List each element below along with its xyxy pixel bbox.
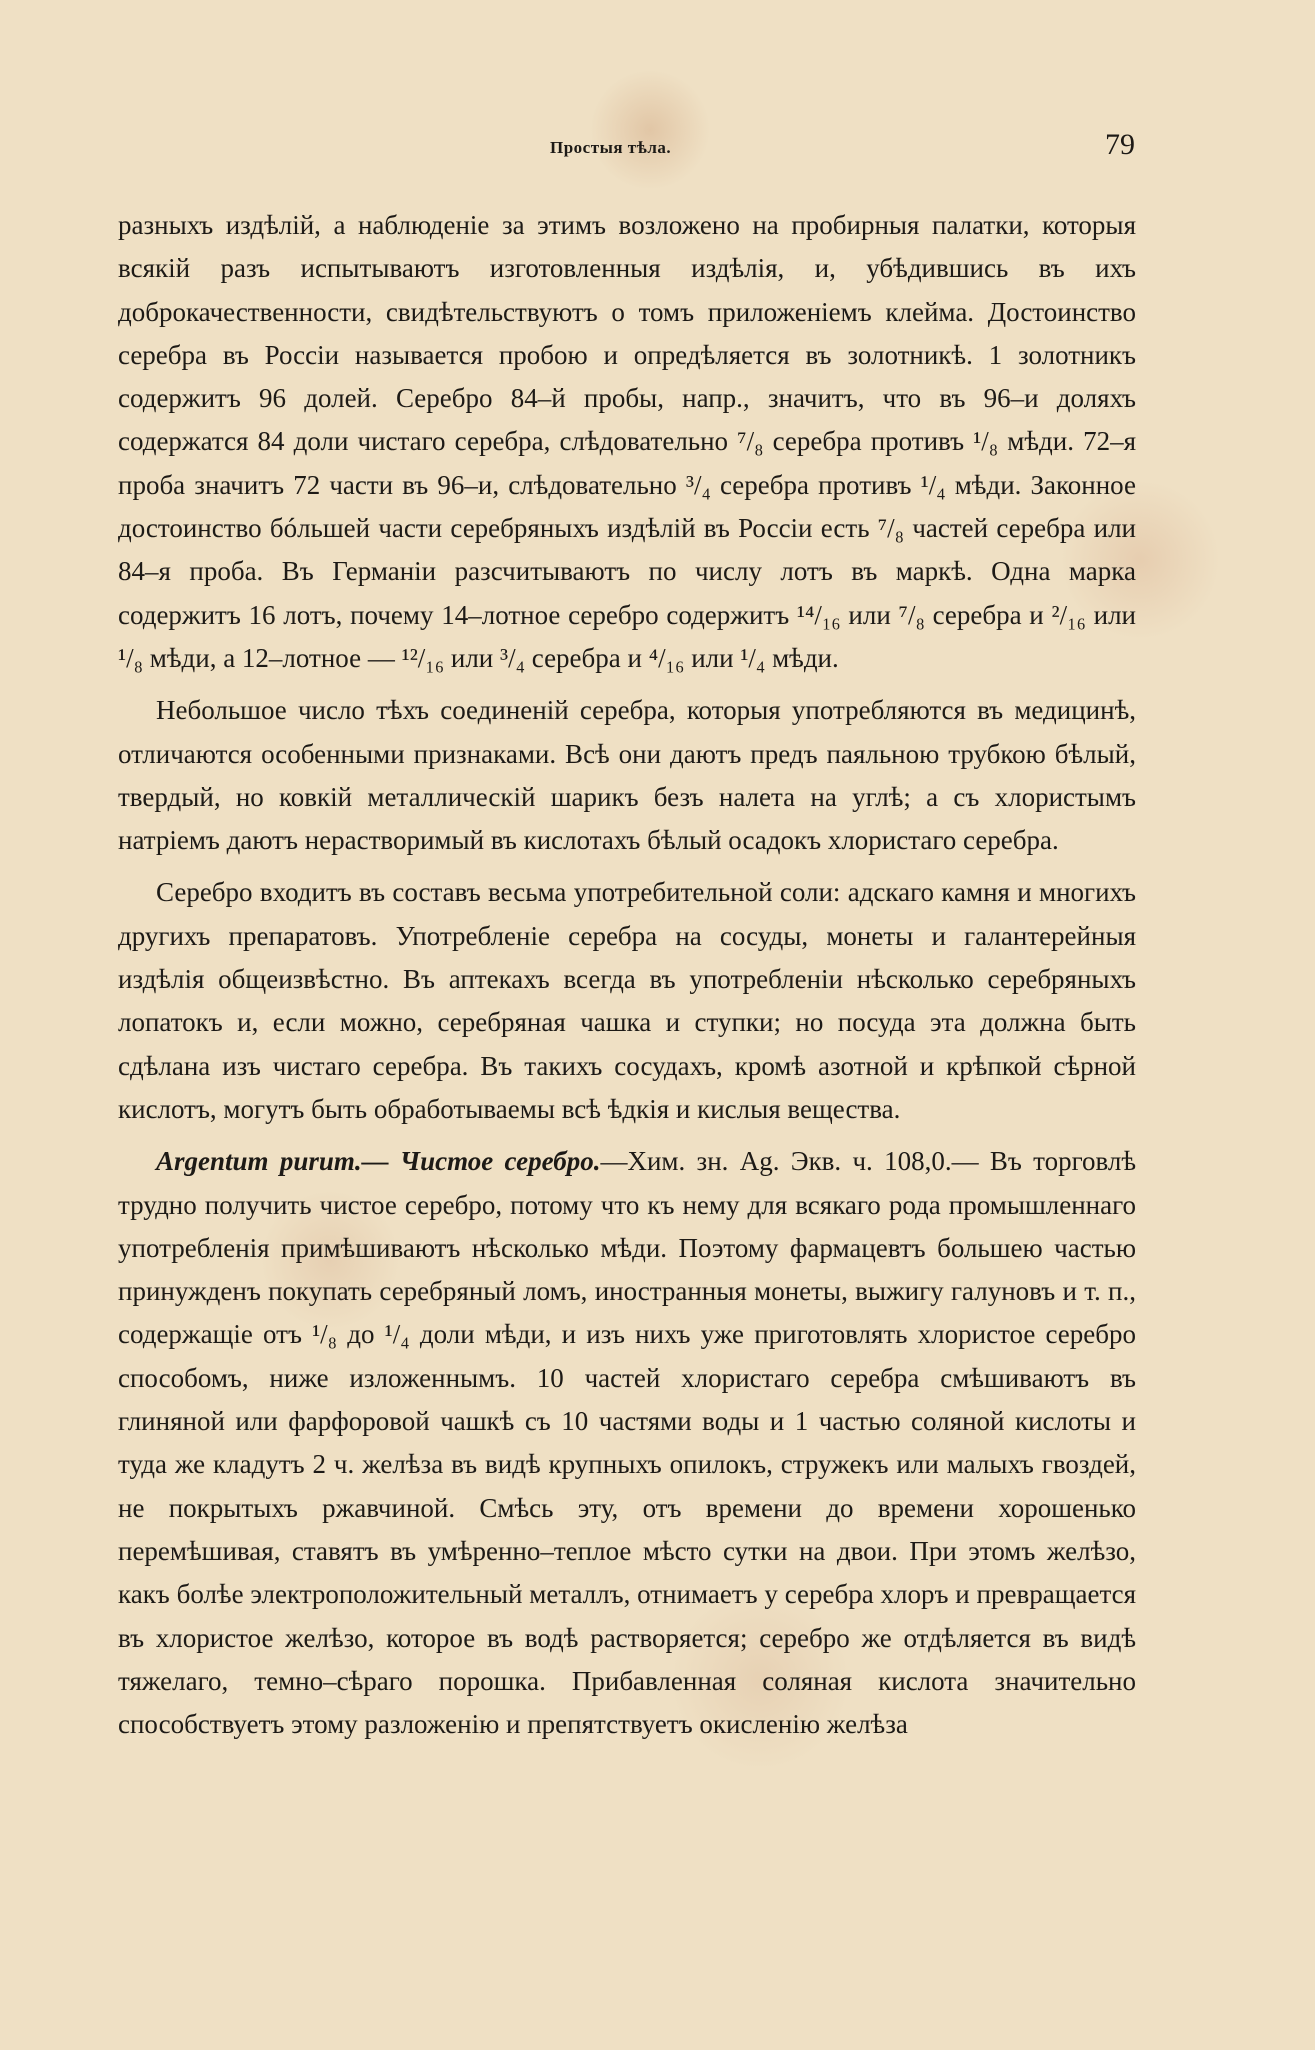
paragraph-1: разныхъ издѣлій, а наблюденіе за этимъ возложено на пробирныя палатки, которыя всякій разъ испытываютъ изготовленныя издѣлія, и, убѣдившись въ ихъ доброкачественности, свидѣтельствуютъ о томъ приложеніемъ клейма. Достоинство серебра въ Россіи называется пробою и опредѣляется въ золотникѣ. 1 золотникъ содержитъ 96 долей. Серебро 84–й пробы, напр., значитъ, что въ 96–и доляхъ содержатся 84 доли чистаго серебра, слѣдовательно ⁷/₈ серебра противъ ¹/₈ мѣди. 72–я проба значитъ 72 части въ 96–и, слѣдовательно ³/₄ серебра противъ ¹/₄ мѣди. Законное достоинство бóльшей части серебряныхъ издѣлій въ Россіи есть ⁷/₈ частей серебра или 84–я проба. Въ Германіи разсчитываютъ по числу лотъ въ маркѣ. Одна марка содержитъ 16 лотъ, почему 14–лотное серебро содержитъ ¹⁴/₁₆ или ⁷/₈ серебра и ²/₁₆ или ¹/₈ мѣди, а 12–лотное — ¹²/₁₆ или ³/₄ серебра и ⁴/₁₆ или ¹/₄ мѣди. [118,210,1136,673]
running-head: Простыя тѣла. [550,138,672,157]
page-number: 79 [1105,128,1135,161]
article-heading: Argentum purum.— Чистое серебро. [156,1146,601,1177]
paragraph-2: Небольшое число тѣхъ соединеній серебра, которыя употребляются въ медицинѣ, отличаются особенными признаками. Всѣ они даютъ предъ паяльною трубкою бѣлый, твердый, но ковкій металлическій шарикъ безъ налета на углѣ; а съ хлористымъ натріемъ даютъ нерастворимый въ кислотахъ бѣлый осадокъ хлористаго серебра. [118,695,1136,856]
page-header [550,128,1135,168]
body-text [118,204,1136,1755]
paragraph-3: Серебро входитъ въ составъ весьма употребительной соли: адскаго камня и многихъ другихъ препаратовъ. Употребленіе серебра на сосуды, монеты и галантерейныя издѣлія общеизвѣстно. Въ аптекахъ всегда въ употребленіи нѣсколько серебряныхъ лопатокъ и, если можно, серебряная чашка и ступки; но посуда эта должна быть сдѣлана изъ чистаго серебра. Въ такихъ сосудахъ, кромѣ азотной и крѣпкой сѣрной кислотъ, могутъ быть обработываемы всѣ ѣдкія и кислыя вещества. [118,877,1136,1124]
paragraph-4 [118,1140,1136,1746]
paragraph-4-text: —Хим. зн. Ag. Экв. ч. 108,0.— Въ торговлѣ трудно получить чистое серебро, потому что къ нему для всякаго рода промышленнаго употребленія примѣшиваютъ нѣсколько мѣди. Поэтому фармацевтъ большею частью принужденъ покупать серебряный ломъ, иностранныя монеты, выжигу галуновъ и т. п., содержащіе отъ ¹/₈ до ¹/₄ доли мѣди, и изъ нихъ уже приготовлять хлористое серебро способомъ, ниже изложеннымъ. 10 частей хлористаго серебра смѣшиваютъ въ глиняной или фарфоровой чашкѣ съ 10 частями воды и 1 частью соляной кислоты и туда же кладутъ 2 ч. желѣза въ видѣ крупныхъ опилокъ, стружекъ или малыхъ гвоздей, не покрытыхъ ржавчиной. Смѣсь эту, отъ времени до времени хорошенько перемѣшивая, ставятъ въ умѣренно–теплое мѣсто сутки на двои. При этомъ желѣзо, какъ болѣе электроположительный металлъ, отнимаетъ у серебра хлоръ и превращается въ хлористое желѣзо, которое въ водѣ растворяется; серебро же отдѣляется въ видѣ тяжелаго, темно–сѣраго порошка. Прибавленная соляная кислота значительно способствуетъ этому разложенію и препятствуетъ окисленію желѣза [118,1146,1136,1740]
